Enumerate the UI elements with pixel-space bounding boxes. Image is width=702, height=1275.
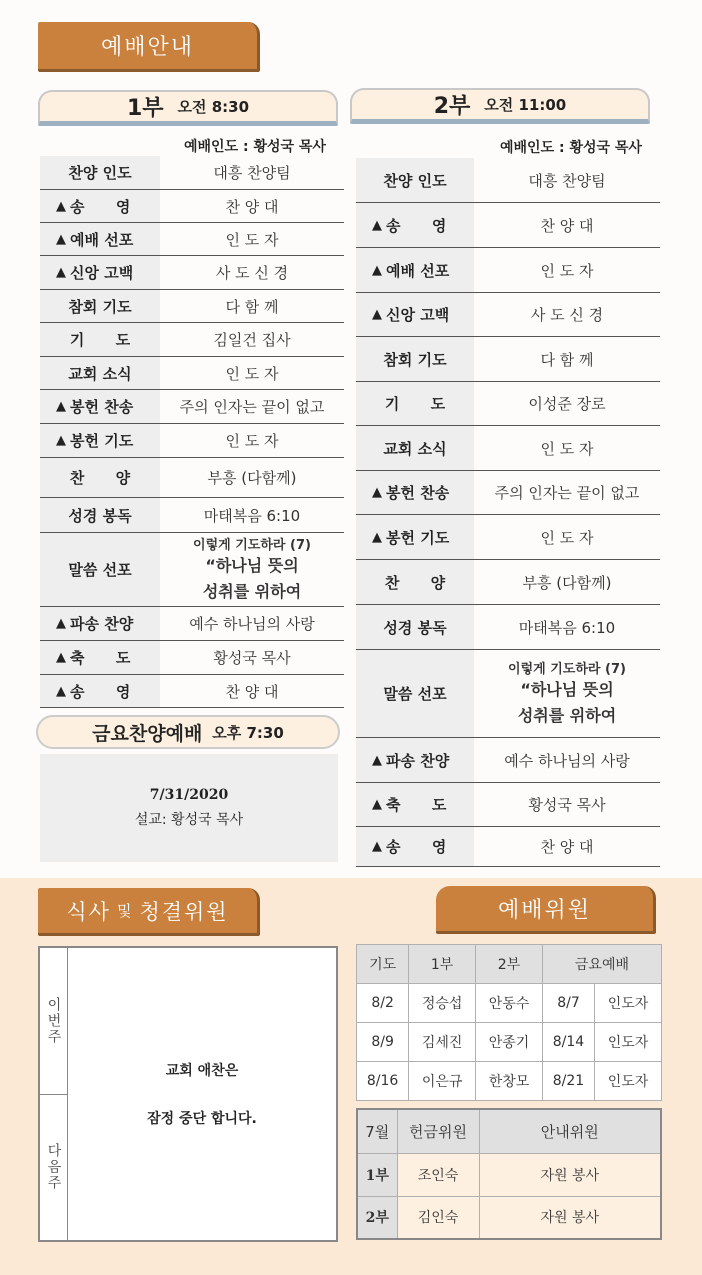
schedule-value: 주의 인자는 끝이 없고	[494, 484, 640, 502]
schedule-row	[356, 738, 660, 783]
schedule-label	[356, 203, 474, 247]
schedule-row	[356, 605, 660, 650]
table-cell: 이은규	[409, 1062, 476, 1101]
sermon-series: 이렇게 기도하라 (7)	[193, 538, 311, 553]
schedule-row	[40, 607, 344, 641]
table-cell: 인도자	[595, 984, 662, 1023]
schedule-row	[356, 515, 660, 560]
schedule-label	[40, 641, 160, 674]
table-row	[357, 1153, 661, 1196]
schedule-label-text: 기 도	[384, 395, 446, 413]
second-service-schedule	[356, 158, 660, 867]
schedule-label	[356, 382, 474, 425]
table-cell: 2부	[357, 1196, 397, 1239]
schedule-value: 인 도 자	[225, 230, 279, 249]
schedule-label	[40, 675, 160, 707]
next-week-label: 다음주	[40, 1094, 67, 1241]
table-row	[357, 984, 662, 1023]
schedule-value: 다 함 께	[225, 297, 279, 316]
table-header-row	[357, 945, 662, 984]
schedule-label-text: 찬양 인도	[68, 164, 132, 182]
schedule-label-text: 교회 소식	[383, 439, 447, 458]
worship-committee-banner	[436, 886, 656, 934]
header-cell: 7월	[357, 1109, 397, 1153]
schedule-row	[40, 390, 344, 424]
schedule-row	[356, 337, 660, 382]
schedule-label-text: 파송 찬양	[386, 751, 450, 770]
table-cell: 8/7	[542, 984, 594, 1023]
meal-title-b: 청결위원	[139, 899, 229, 924]
header-cell: 2부	[476, 945, 543, 984]
schedule-value: 찬 양 대	[540, 838, 594, 856]
schedule-row	[356, 426, 660, 471]
schedule-label-text: 말씀 선포	[383, 685, 447, 703]
schedule-value: 사 도 신 경	[215, 264, 289, 282]
first-service-tab	[38, 90, 338, 126]
triangle-icon: ▲	[372, 839, 382, 854]
schedule-label-text: 찬 양	[69, 469, 131, 487]
schedule-value: 인 도 자	[225, 364, 279, 383]
schedule-label-text: 축 도	[386, 796, 447, 814]
schedule-value: 대흥 찬양팀	[213, 164, 291, 182]
schedule-label	[356, 471, 474, 514]
schedule-row	[356, 382, 660, 426]
second-service-tab	[350, 88, 650, 124]
header-cell: 헌금위원	[397, 1109, 479, 1153]
schedule-value: 김일건 집사	[213, 331, 291, 349]
triangle-icon: ▲	[372, 307, 382, 322]
schedule-label-text: 송 영	[70, 682, 131, 701]
schedule-label	[40, 290, 160, 322]
schedule-label	[356, 337, 474, 381]
second-service-time: 오전 11:00	[484, 96, 567, 114]
schedule-label	[40, 607, 160, 640]
triangle-icon: ▲	[56, 231, 66, 247]
triangle-icon: ▲	[56, 616, 66, 631]
offering-usher-table	[356, 1108, 662, 1240]
worship-committee-table	[356, 944, 662, 1101]
table-cell: 한창모	[476, 1062, 543, 1101]
triangle-icon: ▲	[56, 198, 66, 214]
schedule-row	[40, 357, 344, 390]
header-cell: 금요예배	[542, 945, 661, 984]
schedule-value: 황성국 목사	[213, 649, 291, 667]
schedule-label	[40, 498, 160, 532]
schedule-label	[356, 248, 474, 292]
schedule-value: 인 도 자	[540, 528, 594, 547]
table-cell: 인도자	[595, 1062, 662, 1101]
schedule-label	[40, 256, 160, 289]
schedule-row	[40, 323, 344, 357]
schedule-value: 예수 하나님의 사랑	[189, 615, 315, 633]
schedule-label	[356, 605, 474, 649]
header-cell: 기도	[357, 945, 409, 984]
schedule-label	[356, 293, 474, 336]
schedule-label-text: 송 영	[70, 197, 131, 216]
schedule-row	[40, 190, 344, 223]
schedule-label-text: 찬 양	[384, 573, 446, 592]
table-header-row	[357, 1109, 661, 1153]
schedule-label-text: 신앙 고백	[386, 306, 450, 324]
table-row	[357, 1062, 662, 1101]
schedule-row	[40, 256, 344, 290]
schedule-label-text: 봉헌 기도	[70, 432, 134, 450]
second-service-number: 2부	[433, 94, 471, 119]
schedule-value: 황성국 목사	[528, 796, 606, 814]
schedule-value: 인 도 자	[540, 439, 594, 458]
triangle-icon: ▲	[372, 217, 382, 233]
table-cell: 8/2	[357, 984, 409, 1023]
triangle-icon: ▲	[56, 265, 66, 280]
table-cell: 인도자	[595, 1023, 662, 1062]
table-row	[357, 1196, 661, 1239]
triangle-icon: ▲	[372, 797, 382, 812]
schedule-row	[356, 203, 660, 248]
header-cell: 1부	[409, 945, 476, 984]
table-cell: 8/9	[357, 1023, 409, 1062]
schedule-value: 주의 인자는 끝이 없고	[179, 398, 325, 416]
schedule-value: 찬 양 대	[225, 197, 279, 216]
table-cell: 8/21	[542, 1062, 594, 1101]
triangle-icon: ▲	[56, 683, 66, 699]
schedule-label-text: 봉헌 기도	[386, 528, 450, 547]
schedule-row	[40, 223, 344, 256]
schedule-row	[40, 290, 344, 323]
schedule-label	[40, 533, 160, 606]
meal-cleaning-banner	[38, 888, 260, 936]
this-week-label: 이번주	[45, 996, 62, 1045]
sermon-series: 이렇게 기도하라 (7)	[508, 662, 626, 677]
schedule-label	[40, 357, 160, 389]
schedule-row	[40, 533, 344, 607]
schedule-value: 인 도 자	[540, 261, 594, 280]
schedule-row	[40, 156, 344, 190]
friday-service-date: 7/31/2020	[149, 787, 229, 803]
schedule-label-text: 말씀 선포	[68, 561, 132, 579]
triangle-icon: ▲	[372, 262, 382, 278]
sermon-title-line2: 성취를 위하여	[517, 706, 617, 725]
header-cell: 안내위원	[479, 1109, 661, 1153]
worship-committee-title: 예배위원	[497, 898, 591, 923]
schedule-row	[40, 675, 344, 708]
schedule-value: 이성준 장로	[528, 395, 606, 413]
triangle-icon: ▲	[372, 752, 382, 768]
friday-service-title: 금요찬양예배	[92, 722, 203, 745]
schedule-label-text: 성경 봉독	[68, 506, 132, 525]
schedule-row	[356, 783, 660, 827]
schedule-label-text: 예배 선포	[386, 261, 450, 280]
schedule-label-text: 송 영	[386, 216, 447, 235]
schedule-label	[40, 223, 160, 255]
schedule-label	[40, 323, 160, 356]
table-cell: 김세진	[409, 1023, 476, 1062]
first-service-leader: 예배인도 : 황성국 목사	[184, 139, 326, 155]
schedule-label-text: 교회 소식	[68, 364, 132, 383]
table-cell: 김인숙	[397, 1196, 479, 1239]
schedule-row	[356, 248, 660, 293]
schedule-label-text: 송 영	[386, 838, 447, 856]
triangle-icon: ▲	[56, 399, 66, 414]
schedule-label	[40, 156, 160, 189]
table-row	[357, 1023, 662, 1062]
schedule-label	[40, 390, 160, 423]
triangle-icon: ▲	[372, 529, 382, 545]
table-cell: 자원 봉사	[479, 1153, 661, 1196]
triangle-icon: ▲	[56, 650, 66, 665]
schedule-label	[356, 426, 474, 470]
second-service-leader: 예배인도 : 황성국 목사	[500, 140, 642, 156]
schedule-value: 부흥 (다함께)	[207, 469, 297, 487]
schedule-row	[40, 641, 344, 675]
schedule-row	[40, 458, 344, 498]
schedule-label-text: 봉헌 찬송	[386, 484, 450, 502]
schedule-label-text: 신앙 고백	[70, 264, 134, 282]
table-cell: 1부	[357, 1153, 397, 1196]
friday-service-time: 오후 7:30	[212, 723, 284, 742]
schedule-row	[356, 560, 660, 605]
meal-title-and: 및	[116, 902, 134, 920]
schedule-label-text: 기 도	[69, 331, 131, 349]
schedule-label-text: 파송 찬양	[70, 615, 134, 633]
worship-guide-banner	[38, 22, 260, 72]
schedule-value: 예수 하나님의 사랑	[504, 751, 630, 770]
schedule-label	[356, 827, 474, 866]
schedule-row	[40, 498, 344, 533]
schedule-label-text: 성경 봉독	[383, 618, 447, 637]
schedule-row	[356, 827, 660, 867]
triangle-icon: ▲	[372, 485, 382, 500]
schedule-value: 다 함 께	[540, 350, 594, 369]
meal-notice-line2: 잠정 중단 합니다.	[147, 1111, 257, 1127]
schedule-row	[40, 424, 344, 458]
schedule-row	[356, 293, 660, 337]
table-cell: 조인숙	[397, 1153, 479, 1196]
schedule-label-text: 축 도	[70, 649, 131, 667]
schedule-label-text: 예배 선포	[70, 230, 134, 249]
schedule-label	[40, 458, 160, 497]
sermon-title-line1: “하나님 뜻의	[520, 680, 614, 699]
schedule-label	[40, 424, 160, 457]
table-cell: 정승섭	[409, 984, 476, 1023]
schedule-label-text: 참회 기도	[68, 297, 132, 316]
schedule-value: 인 도 자	[225, 432, 279, 450]
friday-service-tab	[36, 715, 340, 749]
friday-service-box	[40, 754, 338, 862]
schedule-value	[474, 650, 660, 737]
schedule-label	[356, 158, 474, 202]
schedule-row	[356, 650, 660, 738]
first-service-time: 오전 8:30	[177, 98, 250, 116]
table-cell: 8/14	[542, 1023, 594, 1062]
triangle-icon: ▲	[56, 433, 66, 448]
schedule-label-text: 참회 기도	[383, 350, 447, 369]
schedule-row	[356, 158, 660, 203]
table-cell: 안동수	[476, 984, 543, 1023]
schedule-value: 부흥 (다함께)	[522, 573, 612, 592]
sermon-title-line1: “하나님 뜻의	[205, 556, 299, 575]
schedule-value: 사 도 신 경	[530, 306, 604, 324]
meal-week-column	[40, 948, 68, 1240]
meal-title-a: 식사	[66, 899, 111, 924]
friday-service-preacher: 설교: 황성국 목사	[134, 812, 244, 828]
schedule-label	[356, 650, 474, 737]
schedule-label	[356, 515, 474, 559]
schedule-label	[356, 560, 474, 604]
sermon-title-line2: 성취를 위하여	[202, 582, 302, 601]
schedule-value: 찬 양 대	[540, 216, 594, 235]
meal-cleaning-box	[38, 946, 338, 1242]
table-cell: 안종기	[476, 1023, 543, 1062]
schedule-row	[356, 471, 660, 515]
first-service-schedule	[40, 156, 344, 708]
table-cell: 자원 봉사	[479, 1196, 661, 1239]
schedule-label	[356, 783, 474, 826]
first-service-number: 1부	[126, 96, 164, 121]
meal-notice-line1: 교회 애찬은	[165, 1063, 239, 1079]
worship-guide-title: 예배안내	[100, 35, 194, 60]
table-cell: 8/16	[357, 1062, 409, 1101]
schedule-value	[160, 533, 344, 606]
schedule-label	[356, 738, 474, 782]
schedule-value: 찬 양 대	[225, 682, 279, 701]
meal-notice	[68, 948, 336, 1240]
schedule-value: 마태복음 6:10	[203, 506, 301, 525]
schedule-label-text: 봉헌 찬송	[70, 398, 134, 416]
schedule-value: 대흥 찬양팀	[528, 171, 606, 190]
schedule-value: 마태복음 6:10	[518, 618, 616, 637]
schedule-label	[40, 190, 160, 222]
schedule-label-text: 찬양 인도	[383, 171, 447, 190]
